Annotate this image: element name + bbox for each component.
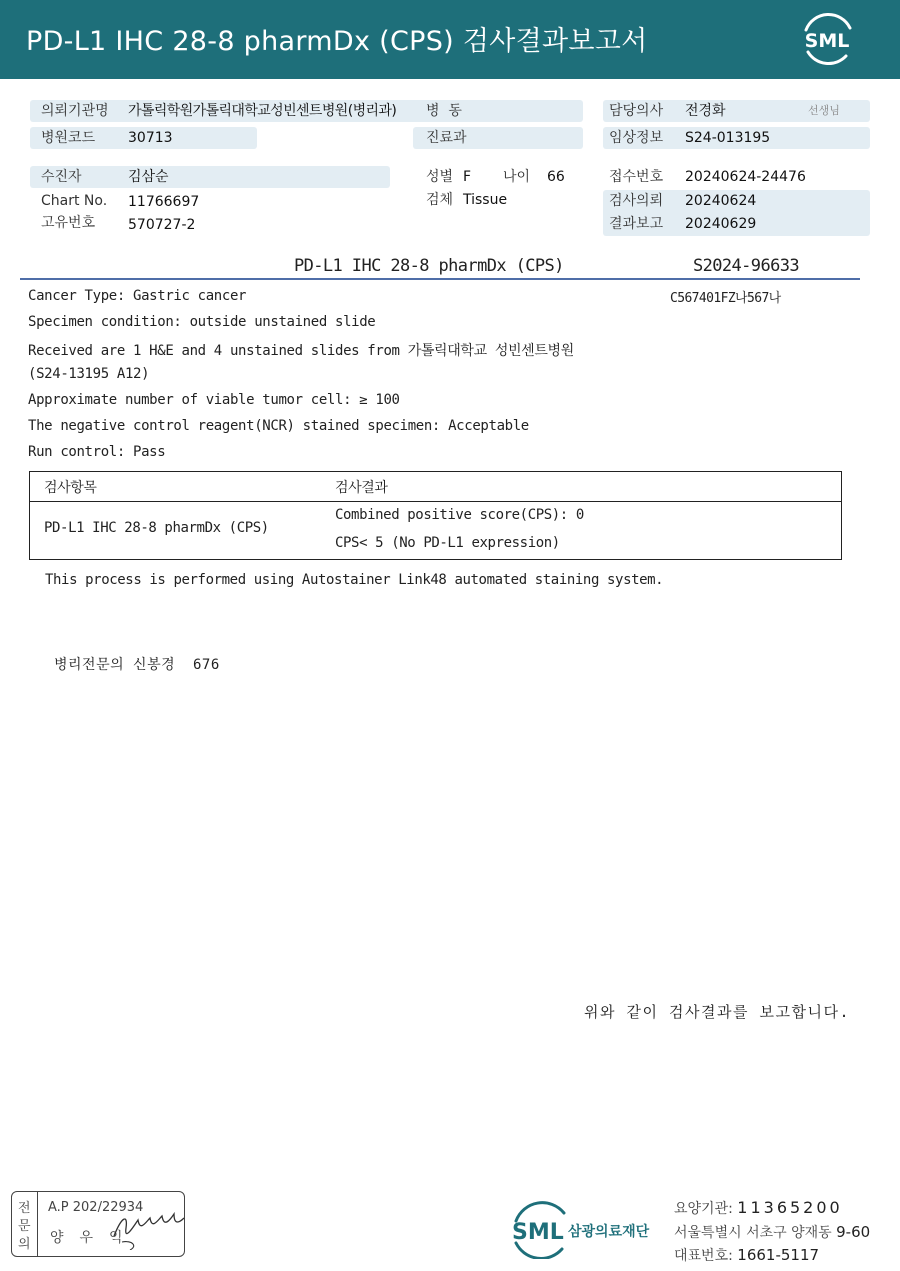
clinical-info-label: 임상정보 [609, 130, 664, 146]
result-table-item: PD-L1 IHC 28-8 pharmDx (CPS) [44, 520, 269, 536]
report-date-label: 결과보고 [609, 216, 664, 232]
result-table-divider [30, 501, 841, 502]
specimen-value: Tissue [463, 192, 508, 208]
report-header [0, 0, 900, 79]
doctor-value: 전경화 [685, 103, 726, 119]
body-line: Received are 1 H&E and 4 unstained slides from 가톨릭대학교 성빈센트병원 [28, 343, 574, 359]
receipt-label: 접수번호 [609, 169, 664, 185]
footer-logo-text: SML [512, 1220, 564, 1245]
footer-phone [674, 1245, 819, 1265]
shade-row-patient [30, 166, 390, 188]
doctor-label: 담당의사 [609, 103, 664, 119]
stamp-side-char: 의 [18, 1237, 31, 1252]
patient-label: 수진자 [41, 169, 82, 185]
institution-label: 의뢰기관명 [41, 103, 109, 119]
report-number: S2024-96633 [693, 256, 799, 276]
stamp-side-char: 전 [18, 1201, 31, 1216]
department-label: 진료과 [426, 130, 467, 146]
title-divider [20, 278, 860, 280]
result-table-header-item: 검사항목 [44, 480, 97, 496]
body-line: The negative control reagent(NCR) stained specimen: Acceptable [28, 418, 529, 434]
chart-label: Chart No. [41, 193, 108, 209]
footer-logo-icon [510, 1199, 660, 1259]
footer-address [674, 1222, 870, 1242]
footer-code-value: 11365200 [737, 1198, 843, 1217]
sex-label: 성별 [426, 169, 454, 185]
hospital-code-label: 병원코드 [41, 130, 96, 146]
specimen-label: 검체 [426, 192, 454, 208]
report-code: C567401FZ나567나 [670, 291, 781, 306]
result-table-header-result: 검사결과 [335, 480, 388, 496]
age-value: 66 [547, 169, 565, 185]
patient-value: 김삼순 [128, 169, 169, 185]
stamp-side-char: 문 [18, 1219, 31, 1234]
result-table-score: Combined positive score(CPS): 0 [335, 507, 584, 523]
footer-institution-code [674, 1198, 843, 1218]
body-line: Cancer Type: Gastric cancer [28, 288, 247, 304]
sml-logo-icon [798, 12, 856, 68]
header-logo-text: SML [804, 30, 850, 52]
stamp-ap-number: A.P 202/22934 [48, 1200, 144, 1215]
chart-value: 11766697 [128, 194, 200, 210]
report-date-value: 20240629 [685, 216, 757, 232]
request-value: 20240624 [685, 193, 757, 209]
receipt-value: 20240624-24476 [685, 169, 806, 185]
unique-value: 570727-2 [128, 217, 196, 233]
ward-label: 병 동 [426, 103, 462, 119]
sex-value: F [463, 169, 472, 185]
body-line: Approximate number of viable tumor cell: ≥ 100 [28, 392, 400, 408]
pathologist-name: 병리전문의 신봉경 676 [54, 657, 220, 673]
stamp-name: 양우익 [50, 1230, 139, 1246]
institution-value: 가톨릭학원가톨릭대학교성빈센트병원(병리과) [128, 103, 397, 119]
report-header-title: PD-L1 IHC 28-8 pharmDx (CPS) 검사결과보고서 [26, 26, 648, 57]
stamp-side [12, 1192, 38, 1256]
doctor-suffix: 선생님 [808, 104, 840, 117]
result-table [29, 471, 842, 560]
body-line: (S24-13195 A12) [28, 366, 150, 382]
report-title: PD-L1 IHC 28-8 pharmDx (CPS) [294, 256, 564, 276]
request-label: 검사의뢰 [609, 193, 664, 209]
signature-icon [108, 1206, 188, 1250]
body-line: Run control: Pass [28, 444, 166, 460]
footer-phone-value: 1661-5117 [737, 1246, 820, 1264]
footer-code-label: 요양기관: [674, 1201, 733, 1217]
closing-statement: 위와 같이 검사결과를 보고합니다. [584, 1003, 850, 1021]
hospital-code-value: 30713 [128, 130, 173, 146]
result-table-interpretation: CPS< 5 (No PD-L1 expression) [335, 535, 560, 551]
footer-address-value: 9-60 [836, 1223, 871, 1241]
unique-label: 고유번호 [41, 215, 96, 231]
process-note: This process is performed using Autostainer Link48 automated staining system. [45, 572, 664, 588]
footer-phone-label: 대표번호: [674, 1248, 733, 1264]
body-line: Specimen condition: outside unstained slide [28, 314, 376, 330]
age-label: 나이 [503, 169, 531, 185]
clinical-info-value: S24-013195 [685, 130, 771, 146]
footer-org-name: 삼광의료재단 [568, 1224, 650, 1240]
pathologist-stamp [11, 1191, 185, 1257]
footer-address-label: 서울특별시 서초구 양재동 [674, 1225, 832, 1241]
